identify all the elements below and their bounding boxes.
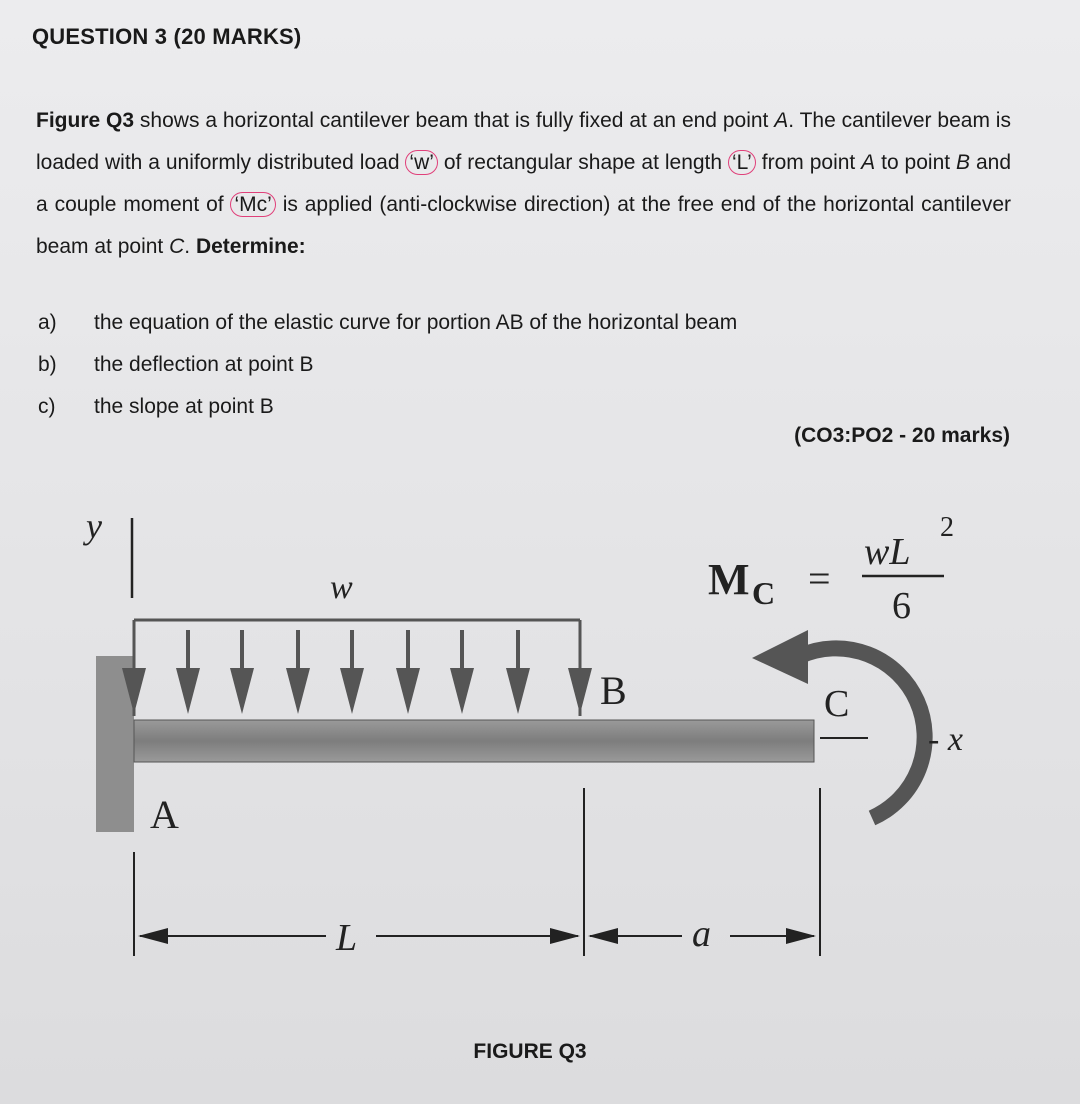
point-B-label: B [600,668,627,713]
dimension-lines [134,788,820,956]
svg-text:2: 2 [940,512,954,543]
circled-Mc: ‘Mc’ [230,192,275,217]
svg-text:wL: wL [864,531,911,573]
figure-reference: Figure Q3 [36,109,135,132]
y-axis-label: y [86,506,102,546]
distributed-load [122,620,592,716]
svg-text:=: = [808,556,831,601]
determine-label: Determine: [195,235,306,258]
svg-text:C: C [752,575,776,611]
circled-w: ‘w’ [405,150,438,175]
figure-caption: FIGURE Q3 [473,1040,587,1063]
figure-q3 [0,480,1080,1020]
svg-text:6: 6 [892,585,911,627]
distributed-load-label: w [330,569,353,606]
cantilever-beam [134,720,814,762]
point-A-label: A [150,792,179,837]
question-paragraph: Figure Q3 shows a horizontal cantilever beam that is fully fixed at an end point A. The cantilever beam is loaded with a uniformly distributed load ‘w’ of rectangular shape at length ‘L’ from point A to point B and a couple moment of ‘Mc’ is applied (anti-clockwise direction) at the free end of the horizontal cantilever beam at point C. Determine: [36,109,1011,258]
list-item: c) the slope at point B [38,395,274,418]
svg-text:M: M [708,555,750,604]
x-axis-label: - x [928,721,963,758]
list-item: a) the equation of the elastic curve for portion AB of the horizontal beam [38,311,738,334]
question-items [38,302,737,428]
point-C-label: C [824,683,850,725]
moment-formula [708,512,954,627]
question-heading: QUESTION 3 (20 MARKS) [32,24,302,49]
marks-allocation: (CO3:PO2 - 20 marks) [794,424,1010,447]
length-a-label: a [692,913,711,955]
length-L-label: L [336,917,358,959]
list-item: b) the deflection at point B [38,353,314,376]
circled-L: ‘L’ [728,150,756,175]
